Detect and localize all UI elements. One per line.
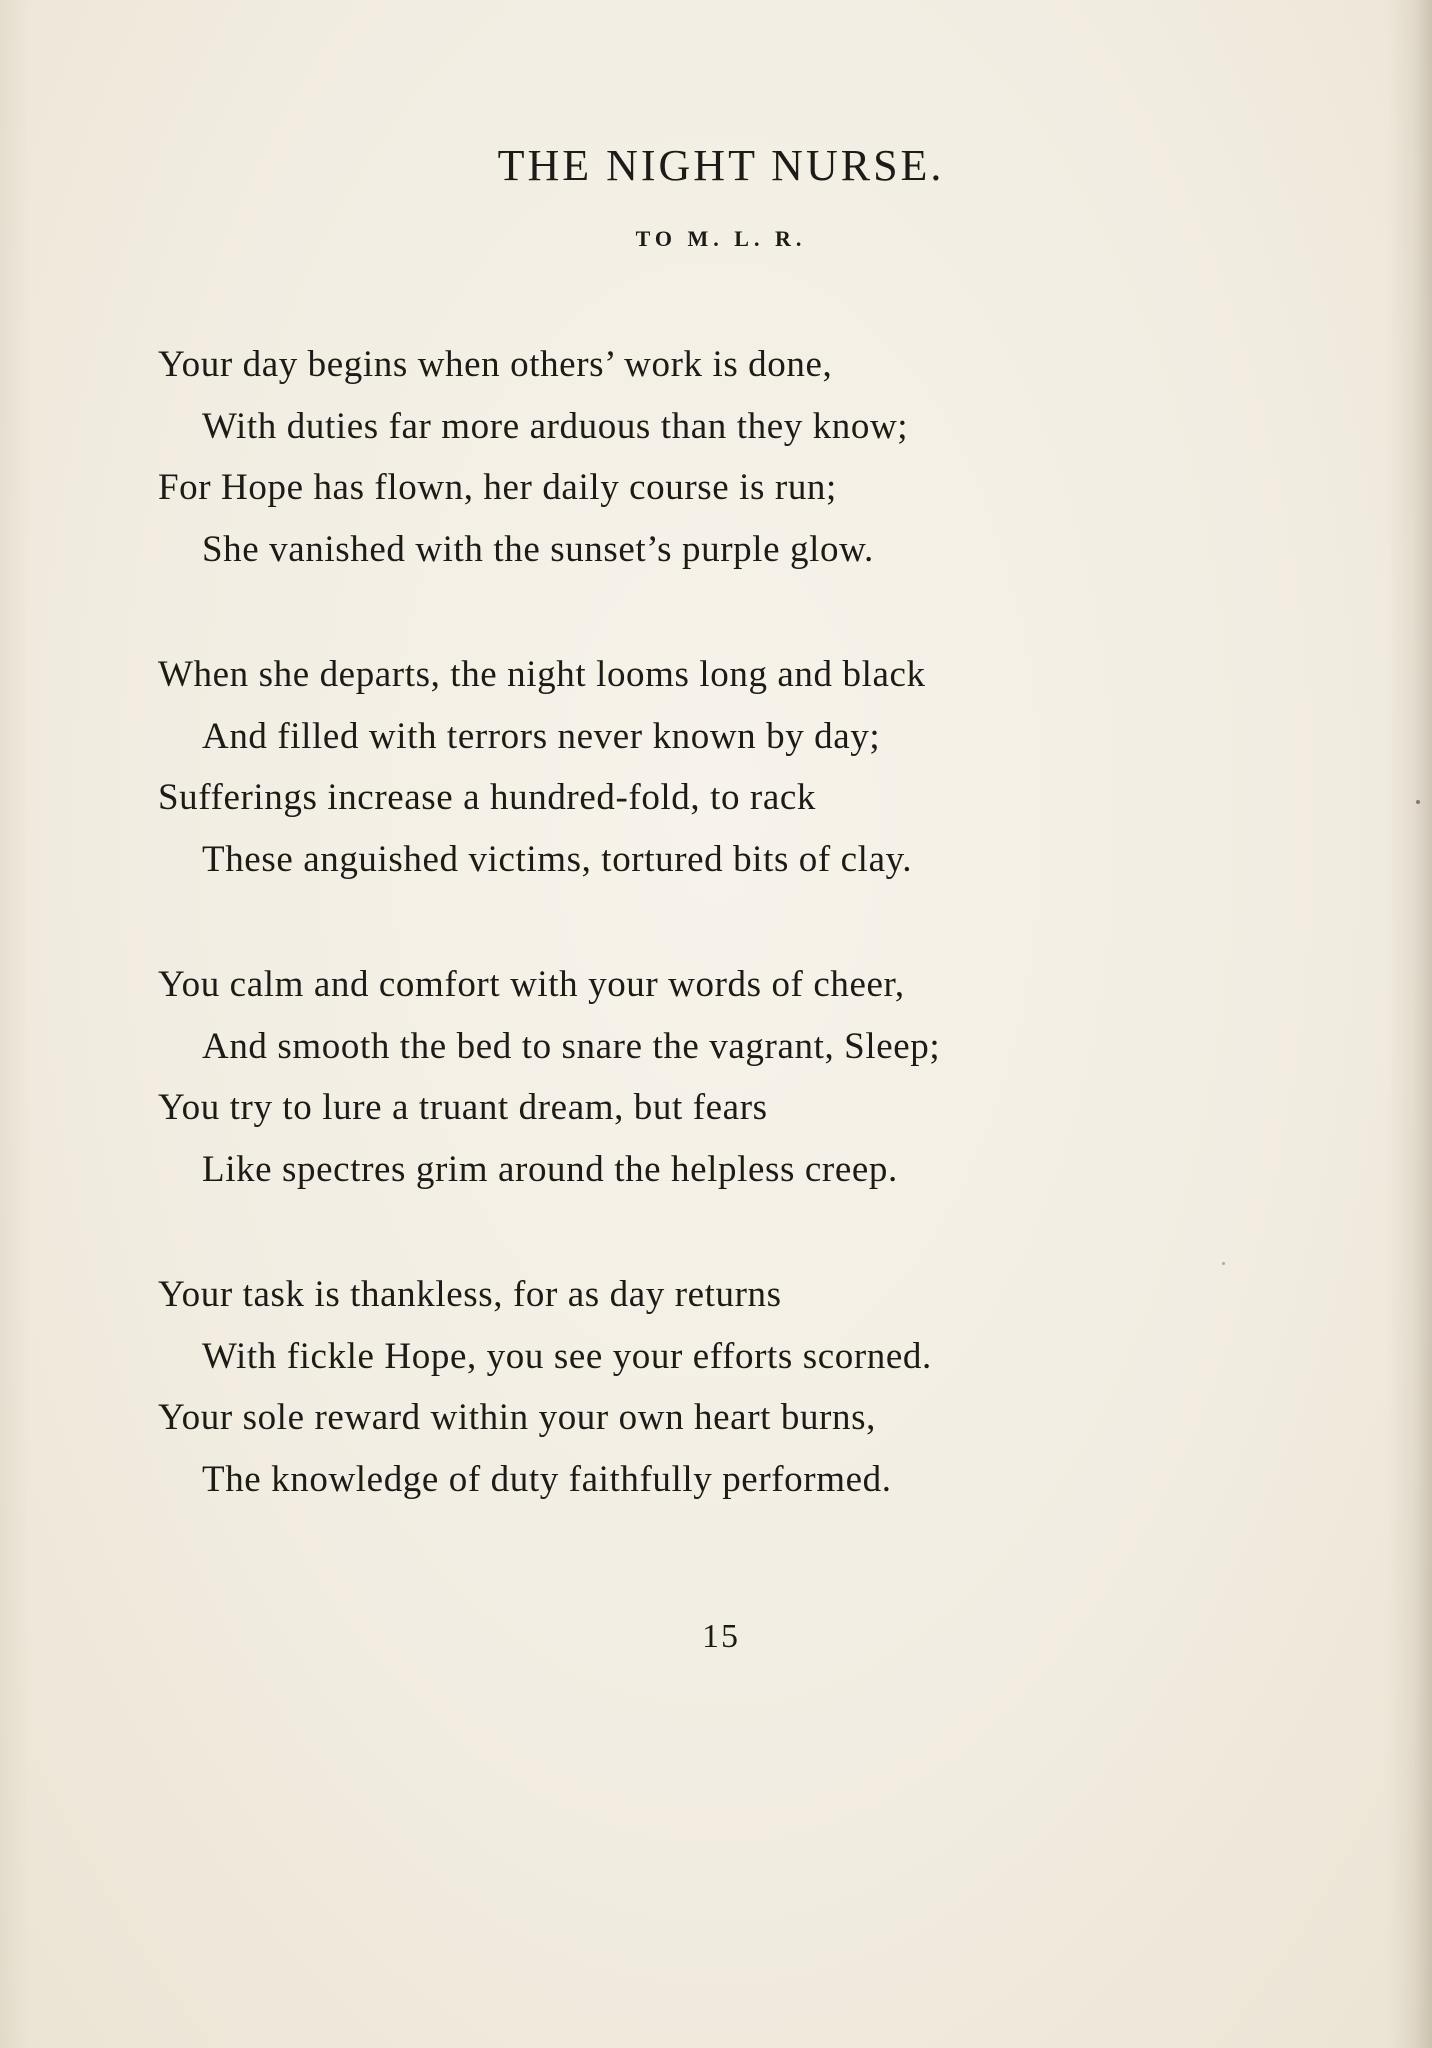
poem-dedication: TO M. L. R.: [635, 226, 807, 251]
poem-body: [158, 334, 1158, 1574]
poem-line: For Hope has flown, her daily course is run;: [158, 467, 837, 508]
page-shadow-left: [0, 0, 30, 2048]
poem-line: With fickle Hope, you see your efforts scorned.: [202, 1335, 932, 1377]
poem-title: THE NIGHT NURSE.: [497, 141, 945, 190]
poem-line: With duties far more arduous than they know;: [202, 405, 909, 447]
poem-line: And smooth the bed to snare the vagrant, Sleep;: [202, 1025, 941, 1067]
poem-line: And filled with terrors never known by day;: [202, 715, 881, 757]
poem-line: Your task is thankless, for as day returns: [158, 1274, 782, 1315]
stanza-1: [158, 334, 1158, 580]
poem-line: Like spectres grim around the helpless creep.: [202, 1148, 898, 1190]
poem-line: These anguished victims, tortured bits of clay.: [202, 838, 913, 880]
poem-line: The knowledge of duty faithfully performed.: [202, 1458, 892, 1500]
paper-speck: [1416, 800, 1420, 804]
poem-line: You calm and comfort with your words of cheer,: [158, 964, 905, 1005]
stanza-3: [158, 954, 1158, 1200]
poem-line: Sufferings increase a hundred-fold, to rack: [158, 777, 816, 818]
stanza-2: [158, 644, 1158, 890]
page-shadow-right: [1386, 0, 1432, 2048]
poem-line: She vanished with the sunset’s purple glow.: [202, 528, 874, 570]
poem-line: Your day begins when others’ work is done,: [158, 344, 833, 385]
stanza-4: [158, 1264, 1158, 1510]
poem-line: Your sole reward within your own heart burns,: [158, 1397, 876, 1438]
poem-line: When she departs, the night looms long and black: [158, 654, 926, 695]
paper-speck: [1222, 1262, 1225, 1265]
page-number: 15: [702, 1618, 740, 1655]
poem-line: You try to lure a truant dream, but fears: [158, 1087, 768, 1128]
